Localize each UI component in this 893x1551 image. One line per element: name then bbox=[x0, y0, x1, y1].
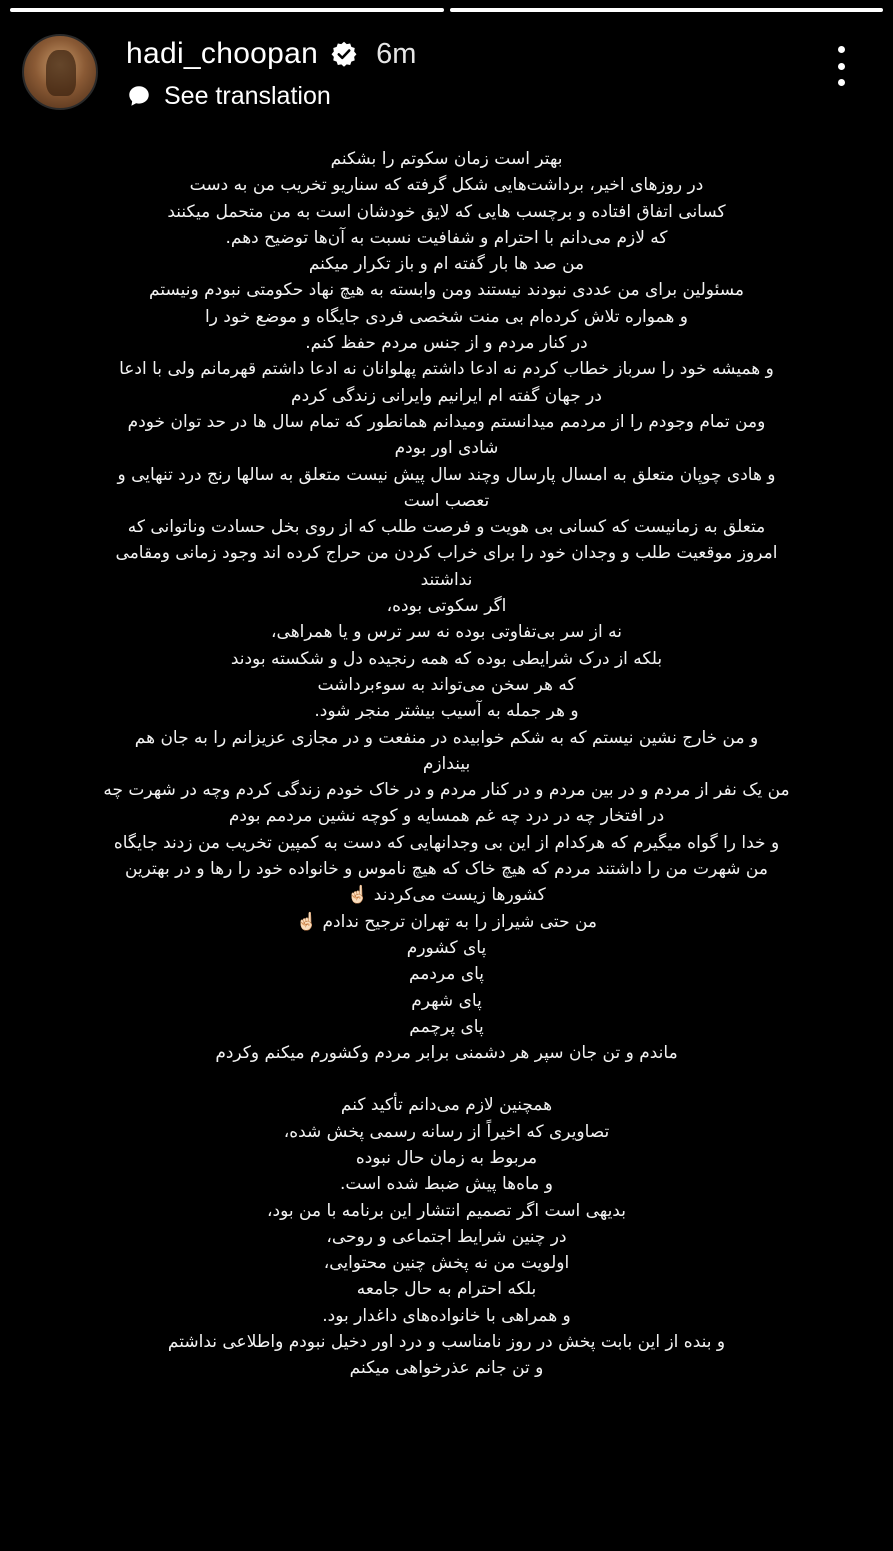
story-line: و همواره تلاش کرده‌ام بی منت شخصی فردی جایگاه و موضع خود را bbox=[205, 306, 688, 327]
story-line: من شهرت من را داشتند مردم که هیچ خاک که هیچ ناموس و خانواده خود را رها و در بهترین bbox=[125, 859, 768, 880]
story-line: در روزهای اخیر، برداشت‌هایی شکل گرفته که سناریو تخریب من به دست bbox=[189, 175, 704, 196]
story-line: تعصب است bbox=[403, 490, 490, 511]
story-progress-bar bbox=[10, 8, 883, 12]
story-line: پای پرچمم bbox=[409, 1016, 484, 1037]
story-line: و ماه‌ها پیش ضبط شده است. bbox=[340, 1174, 553, 1195]
story-line: در افتخار چه در درد چه غم همسایه و کوچه نشین مردمم بودم bbox=[228, 806, 665, 827]
story-line: ومن تمام وجودم را از مردمم میدانستم ومیدانم همانطور که تمام سال ها در حد توان خودم bbox=[127, 411, 766, 432]
story-line: نه از سر بی‌تفاوتی بوده نه سر ترس و یا همراهی، bbox=[271, 622, 622, 643]
story-line: در چنین شرایط اجتماعی و روحی، bbox=[326, 1226, 567, 1247]
story-line: پای مردمم bbox=[408, 964, 485, 985]
story-line: که لازم می‌دانم با احترام و شفافیت نسبت به آن‌ها توضیح دهم. bbox=[225, 227, 668, 248]
story-line: مربوط به زمان حال نبوده bbox=[355, 1147, 538, 1168]
story-line: امروز موقعیت طلب و وجدان خود را برای خراب کردن من حراج کرده اند وجود زمانی ومقامی bbox=[115, 543, 778, 564]
story-line: پای شهرم bbox=[411, 990, 482, 1011]
username[interactable]: hadi_choopan bbox=[126, 37, 319, 70]
story-line: و همیشه خود را سرباز خطاب کردم نه ادعا داشتم پهلوانان نه ادعا داشتم قهرمانم ولی با ادعا bbox=[119, 359, 774, 380]
story-line: و خدا را گواه میگیرم که هرکدام از این بی وجدانهایی که دست به کمپین تخریب من زدند جایگاه bbox=[113, 832, 780, 853]
avatar[interactable] bbox=[22, 34, 98, 110]
story-line: من صد ها بار گفته ام و باز تکرار میکنم bbox=[308, 254, 585, 275]
verified-badge-icon bbox=[330, 40, 358, 68]
story-header bbox=[22, 34, 871, 114]
story-line: و همراهی با خانواده‌های داغدار بود. bbox=[322, 1305, 571, 1326]
story-progress-segment bbox=[450, 8, 884, 12]
story-progress-fill bbox=[450, 8, 884, 12]
story-line: و تن جانم عذرخواهی میکنم bbox=[349, 1358, 544, 1379]
time-ago: 6m bbox=[376, 37, 417, 70]
more-vertical-icon[interactable] bbox=[835, 46, 847, 86]
story-line: تصاویری که اخیراً از رسانه رسمی پخش شده، bbox=[283, 1121, 610, 1142]
story-text bbox=[70, 146, 823, 1382]
story-line: پای کشورم bbox=[406, 937, 487, 958]
story-line: بدیهی است اگر تصمیم انتشار این برنامه با من بود، bbox=[267, 1200, 626, 1221]
story-line: من یک نفر از مردم و در بین مردم و در کنار مردم و در خاک خودم زندگی کردم وچه در شهرت چه bbox=[103, 780, 790, 801]
story-line: اگر سکوتی بوده، bbox=[386, 596, 507, 617]
story-line: ماندم و تن جان سپر هر دشمنی برابر مردم وکشورم میکنم وکردم bbox=[215, 1043, 678, 1064]
see-translation-label: See translation bbox=[164, 81, 331, 110]
story-progress-fill bbox=[10, 8, 444, 12]
story-line: که هر سخن می‌تواند به سوءبرداشت bbox=[317, 674, 576, 695]
story-line: همچنین لازم می‌دانم تأکید کنم bbox=[340, 1095, 553, 1116]
story-line: بیندازم bbox=[422, 753, 471, 774]
speech-bubble-icon bbox=[126, 83, 152, 109]
story-line: شادی اور بودم bbox=[394, 438, 499, 459]
story-line: نداشتند bbox=[420, 569, 473, 590]
story-line: بلکه از درک شرایطی بوده که همه رنجیده دل و شکسته بودند bbox=[230, 648, 663, 669]
story-line: در کنار مردم و از جنس مردم حفظ کنم. bbox=[305, 333, 588, 354]
story-line: و من خارج نشین نیستم که به شکم خوابیده در منفعت و در مجازی عزیزانم را به جان هم bbox=[134, 727, 759, 748]
story-line: و هر جمله به آسیب بیشتر منجر شود. bbox=[314, 701, 579, 722]
user-row bbox=[126, 34, 416, 74]
see-translation-button[interactable] bbox=[126, 80, 331, 112]
story-line: کشورها زیست می‌کردند ☝🏻 bbox=[347, 885, 546, 906]
story-line: و هادی چوپان متعلق به امسال پارسال وچند سال پیش نیست متعلق به سالها رنج درد تنهایی و bbox=[117, 464, 776, 485]
story-line: اولویت من نه پخش چنین محتوایی، bbox=[323, 1253, 570, 1274]
story-line: مسئولین برای من عددی نبودند نیستند ومن وابسته به هیچ نهاد حکومتی نبودم ونیستم bbox=[149, 280, 744, 301]
story-progress-segment bbox=[10, 8, 444, 12]
story-line: بلکه احترام به حال جامعه bbox=[356, 1279, 537, 1300]
story-line: کسانی اتفاق افتاده و برچسب هایی که لایق خودشان است به من متحمل میکنند bbox=[167, 201, 726, 222]
story-line: بهتر است زمان سکوتم را بشکنم bbox=[330, 149, 563, 169]
story-line: و بنده از این بابت پخش در روز نامناسب و درد اور دخیل نبودم واطلاعی نداشتم bbox=[167, 1332, 726, 1353]
story-line: متعلق به زمانیست که کسانی بی هویت و فرصت طلب که از روی بخل حسادت وناتوانی که bbox=[127, 517, 766, 538]
story-blank-line bbox=[70, 1066, 823, 1092]
story-line: در جهان گفته ام ایرانیم وایرانی زندگی کردم bbox=[291, 385, 602, 406]
story-line: من حتی شیراز را به تهران ترجیح ندادم ☝🏻 bbox=[295, 911, 598, 932]
